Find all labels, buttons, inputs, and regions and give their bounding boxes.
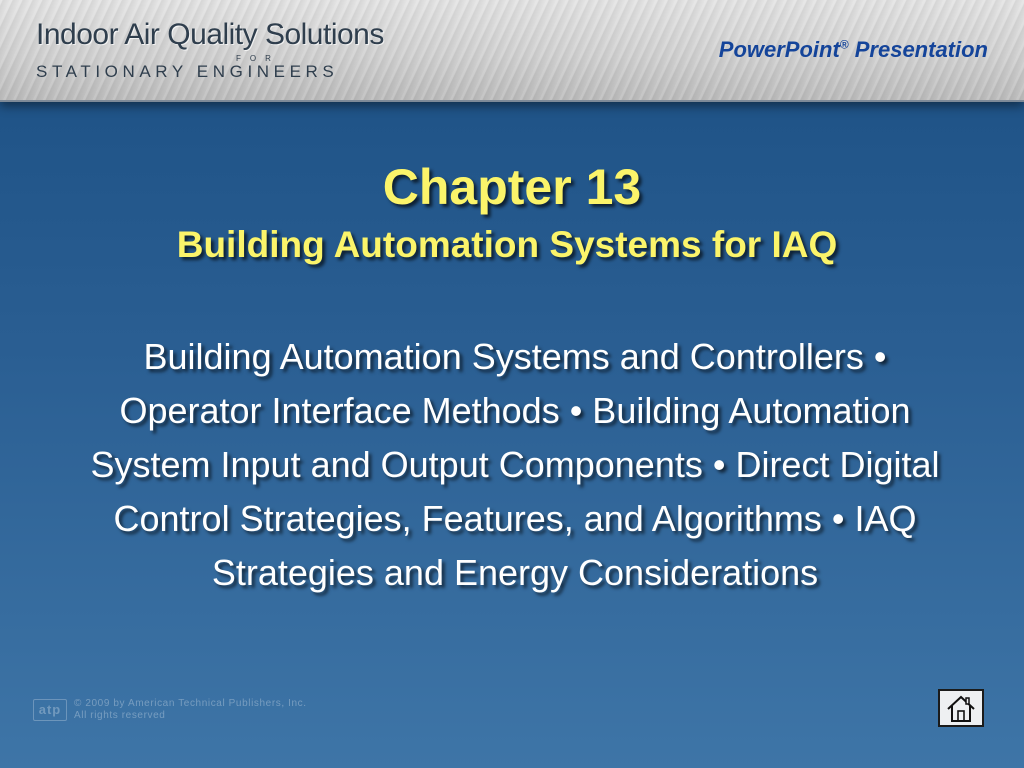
copyright-line: © 2009 by American Technical Publishers, Inc. [74,698,307,709]
series-logo [36,18,384,81]
presentation-label-name: PowerPoint [718,37,840,62]
chapter-topics: Building Automation Systems and Controllers • Operator Interface Methods • Building Automation System Input and Output Components • Direct Digital Control Strategies, Features, and Algorithms • IAQ Strategies and Energy Considerations [90,336,940,593]
slide-header [0,0,1024,102]
rights-line: All rights reserved [74,710,166,721]
chapter-title: Chapter 13 [382,159,642,215]
home-icon [946,695,976,723]
logo-for: FOR [236,54,280,63]
registered-mark: ® [839,37,849,52]
presentation-label [719,37,988,63]
publisher-logo: atp [33,699,67,721]
chapter-subtitle: Building Automation Systems for IAQ [176,224,838,265]
presentation-label-suffix: Presentation [848,37,988,62]
home-button[interactable] [938,689,984,727]
logo-title: Indoor Air Quality Solutions [36,18,384,51]
logo-subtitle: STATIONARY ENGINEERS [36,62,339,81]
copyright-notice [74,698,307,722]
